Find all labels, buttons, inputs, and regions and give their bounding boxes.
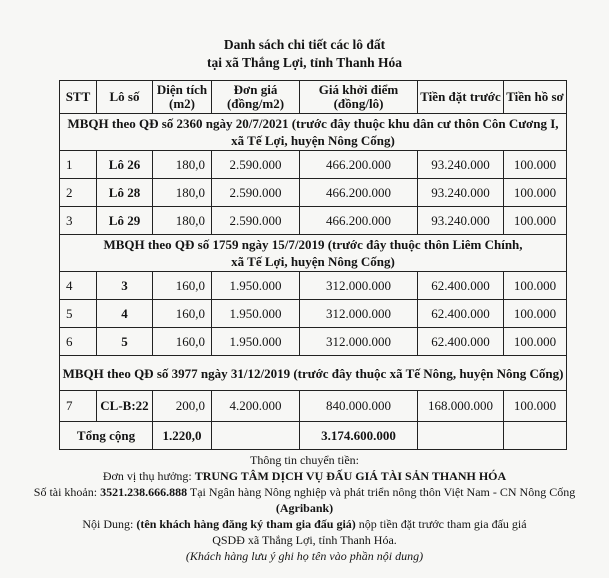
table-row (60, 179, 567, 207)
group-heading-row (60, 356, 567, 391)
beneficiary-name: TRUNG TÂM DỊCH VỤ ĐẤU GIÁ TÀI SẢN THANH HÓA (194, 469, 507, 483)
table-row (60, 151, 567, 179)
cell-fee: 100.000 (504, 207, 567, 235)
cell-deposit: 93.240.000 (418, 207, 504, 235)
cell-fee: 100.000 (504, 179, 567, 207)
cell-price: 1.950.000 (212, 300, 300, 328)
cell-area: 200,0 (153, 391, 212, 422)
header-deposit: Tiền đặt trước (418, 81, 504, 114)
cell-stt: 7 (60, 391, 97, 422)
cell-stt: 1 (60, 151, 97, 179)
cell-area: 160,0 (153, 328, 212, 356)
cell-price: 2.590.000 (212, 179, 300, 207)
cell-lot: 4 (97, 300, 153, 328)
cell-price: 4.200.000 (212, 391, 300, 422)
cell-fee: 100.000 (504, 272, 567, 300)
total-deposit-empty (418, 422, 504, 450)
cell-start-price: 312.000.000 (300, 328, 418, 356)
group-heading-row (60, 235, 567, 272)
content-rest: nộp tiền đặt trước tham gia đấu giá (358, 517, 527, 531)
total-start-price: 3.174.600.000 (300, 422, 418, 450)
table-row (60, 300, 567, 328)
cell-start-price: 466.200.000 (300, 179, 418, 207)
header-lot: Lô số (97, 81, 153, 114)
group-heading-line1: MBQH theo QĐ số 2360 ngày 20/7/2021 (trước đây thuộc khu dân cư thôn Côn Cương I, (67, 116, 559, 131)
cell-area: 180,0 (153, 207, 212, 235)
cell-stt: 6 (60, 328, 97, 356)
account-label: Số tài khoản: (33, 485, 98, 499)
bank-name: Tại Ngân hàng Nông nghiệp và phát triển nông thôn Việt Nam - CN Nông Cống (189, 485, 576, 499)
bank-short-name: (Agribank) (275, 501, 334, 515)
cell-lot: Lô 28 (97, 179, 153, 207)
header-start-price: Giá khởi điểm (đồng/lô) (300, 81, 418, 114)
beneficiary-line (0, 468, 609, 484)
document-subtitle: tại xã Thắng Lợi, tỉnh Thanh Hóa (207, 55, 402, 70)
total-area: 1.220,0 (153, 422, 212, 450)
header-area: Diện tích (m2) (153, 81, 212, 114)
group-heading-line2: xã Tế Lợi, huyện Nông Cống) (231, 133, 395, 148)
cell-fee: 100.000 (504, 391, 567, 422)
total-label: Tổng cộng (60, 422, 153, 450)
table-row (60, 207, 567, 235)
header-fee: Tiền hồ sơ (504, 81, 567, 114)
cell-lot: 5 (97, 328, 153, 356)
cell-deposit: 62.400.000 (418, 300, 504, 328)
cell-start-price: 312.000.000 (300, 300, 418, 328)
cell-deposit: 93.240.000 (418, 179, 504, 207)
header-stt: STT (60, 81, 97, 114)
cell-deposit: 62.400.000 (418, 328, 504, 356)
cell-lot: Lô 26 (97, 151, 153, 179)
cell-area: 160,0 (153, 272, 212, 300)
cell-price: 1.950.000 (212, 272, 300, 300)
total-fee-empty (504, 422, 567, 450)
cell-start-price: 466.200.000 (300, 207, 418, 235)
cell-area: 180,0 (153, 151, 212, 179)
content-line2: QSDĐ xã Thắng Lợi, tỉnh Thanh Hóa. (212, 533, 397, 547)
cell-lot: CL-B:22 (97, 391, 153, 422)
group-heading-row (60, 114, 567, 151)
group-heading-line1: MBQH theo QĐ số 3977 ngày 31/12/2019 (trước đây thuộc xã Tế Nông, huyện Nông Cống) (62, 365, 564, 381)
group-heading-line2: xã Tế Lợi, huyện Nông Cống) (231, 254, 395, 269)
cell-area: 180,0 (153, 179, 212, 207)
cell-stt: 5 (60, 300, 97, 328)
header-price: Đơn giá (đồng/m2) (212, 81, 300, 114)
cell-area: 160,0 (153, 300, 212, 328)
table-header-row (60, 81, 567, 114)
beneficiary-label: Đơn vị thụ hưởng: (102, 469, 192, 483)
cell-fee: 100.000 (504, 151, 567, 179)
total-price-empty (212, 422, 300, 450)
cell-stt: 2 (60, 179, 97, 207)
cell-lot: 3 (97, 272, 153, 300)
content-line (0, 516, 609, 532)
cell-price: 2.590.000 (212, 151, 300, 179)
cell-start-price: 312.000.000 (300, 272, 418, 300)
content-customer-name: (tên khách hàng đăng ký tham gia đấu giá) (136, 517, 356, 531)
table-row (60, 391, 567, 422)
cell-deposit: 168.000.000 (418, 391, 504, 422)
cell-start-price: 840.000.000 (300, 391, 418, 422)
account-number: 3521.238.666.888 (100, 485, 188, 499)
document-title: Danh sách chi tiết các lô đất (223, 37, 386, 52)
land-lots-table (59, 80, 567, 450)
cell-deposit: 62.400.000 (418, 272, 504, 300)
customer-note: (Khách hàng lưu ý ghi họ tên vào phần nội dung) (185, 549, 424, 563)
cell-stt: 3 (60, 207, 97, 235)
cell-price: 2.590.000 (212, 207, 300, 235)
table-row (60, 328, 567, 356)
cell-fee: 100.000 (504, 328, 567, 356)
cell-deposit: 93.240.000 (418, 151, 504, 179)
transfer-info-heading: Thông tin chuyển tiền: (250, 453, 359, 467)
cell-stt: 4 (60, 272, 97, 300)
cell-fee: 100.000 (504, 300, 567, 328)
content-label: Nội Dung: (82, 517, 134, 531)
table-row (60, 272, 567, 300)
cell-start-price: 466.200.000 (300, 151, 418, 179)
group-heading-line1: MBQH theo QĐ số 1759 ngày 15/7/2019 (trước đây thuộc thôn Liêm Chính, (103, 237, 523, 252)
cell-price: 1.950.000 (212, 328, 300, 356)
account-line (0, 484, 609, 500)
cell-lot: Lô 29 (97, 207, 153, 235)
total-row (60, 422, 567, 450)
